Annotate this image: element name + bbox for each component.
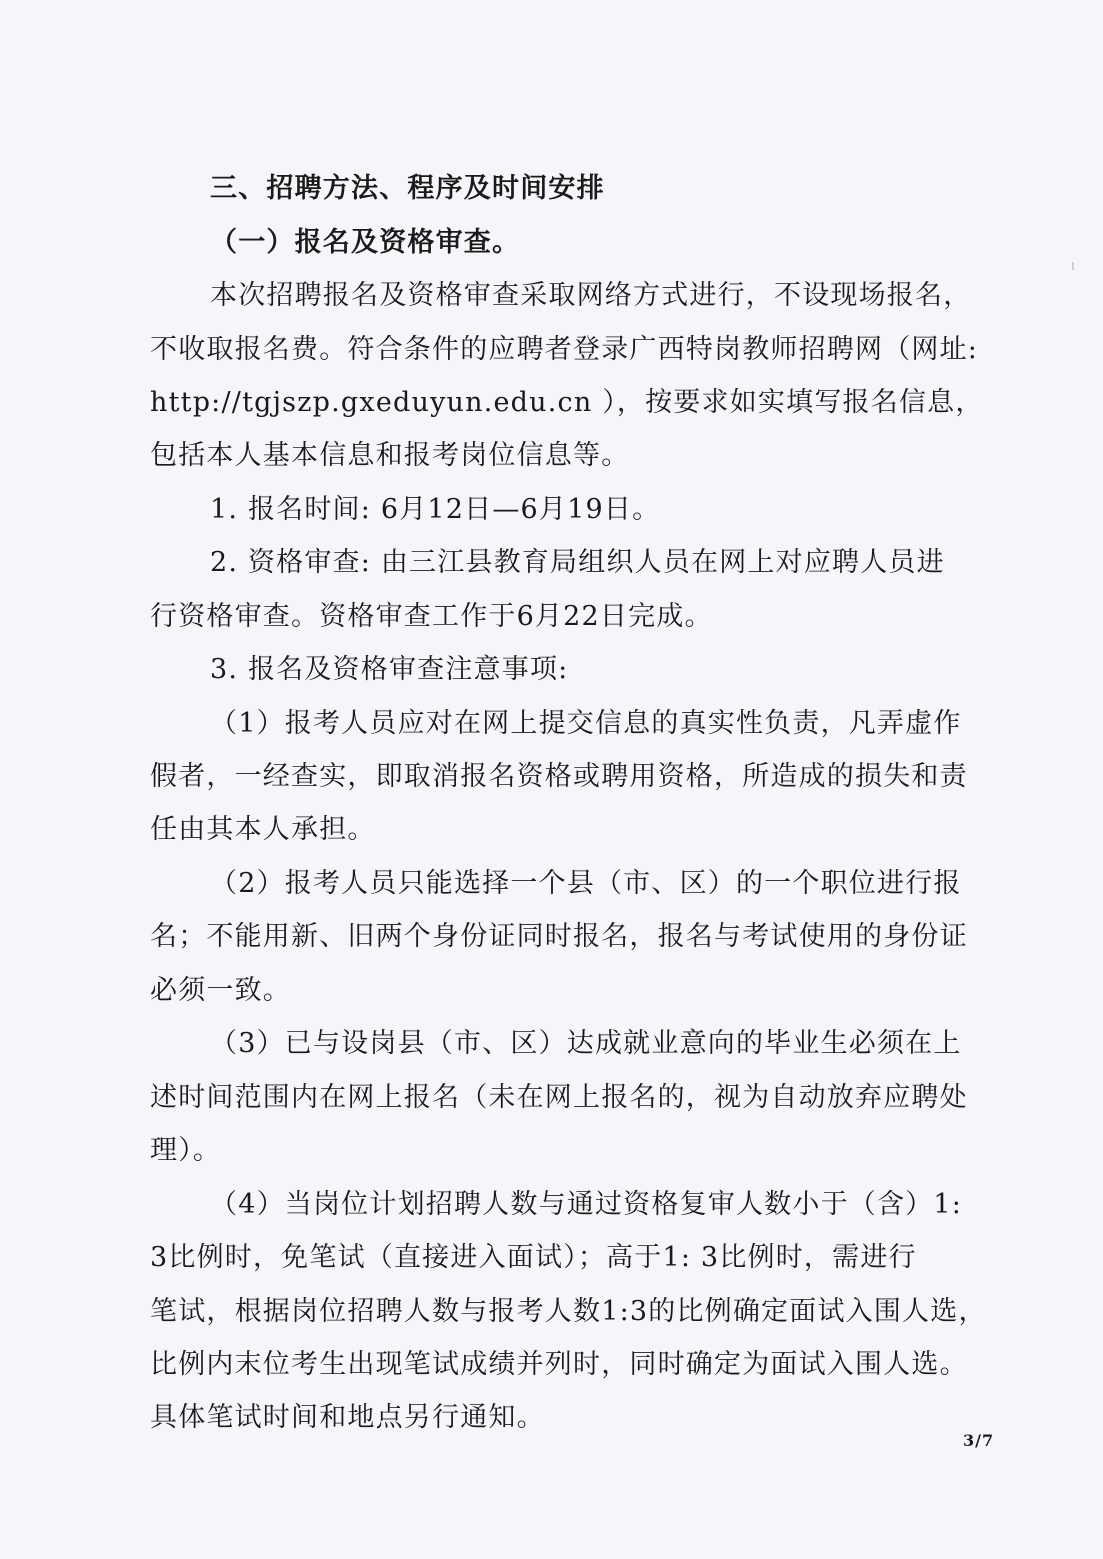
paragraph-line: （2）报考人员只能选择一个县（市、区）的一个职位进行报 (210, 868, 962, 899)
paragraph-line: （3）已与设岗县（市、区）达成就业意向的毕业生必须在上 (210, 1028, 962, 1059)
scan-mark (1072, 262, 1074, 270)
page-number: 3/7 (963, 1431, 995, 1450)
paragraph-line: 任由其本人承担。 (150, 814, 376, 845)
paragraph-line: 3比例时，免笔试（直接进入面试）；高于1: 3比例时，需进行 (150, 1242, 917, 1273)
paragraph-line: 理）。 (150, 1135, 222, 1166)
paragraph-line: （4）当岗位计划招聘人数与通过资格复审人数小于（含）1: (210, 1189, 963, 1220)
paragraph-line: 本次招聘报名及资格审查采取网络方式进行，不设现场报名， (210, 280, 972, 311)
paragraph-line: （1）报考人员应对在网上提交信息的真实性负责，凡弄虚作 (210, 708, 962, 739)
paragraph-line: 不收取报名费。符合条件的应聘者登录广西特岗教师招聘网（网址: (150, 334, 979, 365)
paragraph-line: 名；不能用新、旧两个身份证同时报名，报名与考试使用的身份证 (150, 921, 968, 952)
section-heading: 三、招聘方法、程序及时间安排 (210, 173, 605, 204)
paragraph-line: http://tgjszp.gxeduyun.edu.cn ），按要求如实填写报名信息， (150, 387, 984, 418)
paragraph-line: 笔试，根据岗位招聘人数与报考人数1:3的比例确定面试入围人选， (150, 1296, 987, 1327)
paragraph-line: 述时间范围内在网上报名（未在网上报名的，视为自动放弃应聘处 (150, 1082, 968, 1113)
paragraph-line: 3. 报名及资格审查注意事项: (210, 654, 569, 685)
paragraph-line: 2. 资格审查: 由三江县教育局组织人员在网上对应聘人员进 (210, 547, 945, 578)
paragraph-line: 假者，一经查实，即取消报名资格或聘用资格，所造成的损失和责 (150, 761, 968, 792)
paragraph-line: 1. 报名时间: 6月12日—6月19日。 (210, 494, 661, 525)
paragraph-line: 包括本人基本信息和报考岗位信息等。 (150, 440, 630, 471)
subsection-heading: （一）报名及资格审查。 (210, 227, 521, 258)
paragraph-line: 比例内末位考生出现笔试成绩并列时，同时确定为面试入围人选。 (150, 1349, 968, 1380)
paragraph-line: 具体笔试时间和地点另行通知。 (150, 1402, 545, 1433)
paragraph-line: 必须一致。 (150, 975, 291, 1006)
paragraph-line: 行资格审查。资格审查工作于6月22日完成。 (150, 601, 713, 632)
